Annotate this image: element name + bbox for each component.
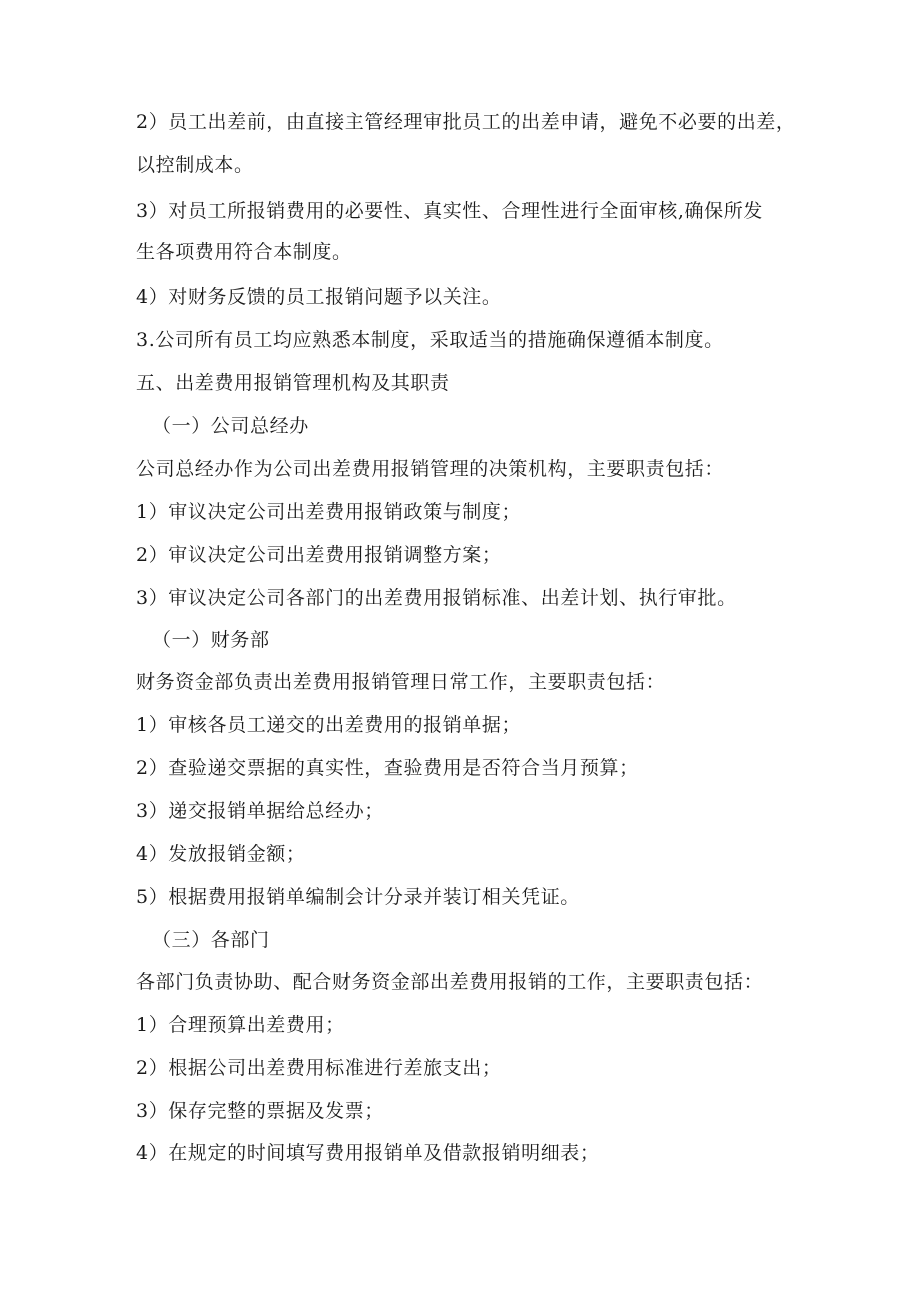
list-item: 1）审核各员工递交的出差费用的报销单据； [136,714,522,736]
text-line: 财务资金部负责出差费用报销管理日常工作，主要职责包括： [136,671,666,693]
text-line: 生各项费用符合本制度。 [136,241,352,263]
list-item: 1）审议决定公司出差费用报销政策与制度； [136,501,522,523]
text-line: 以控制成本。 [136,154,254,176]
text-line: 公司总经办作为公司出差费用报销管理的决策机构，主要职责包括： [136,458,725,480]
subsection-heading: （三）各部门 [152,929,270,951]
list-item: 3）保存完整的票据及发票； [136,1100,384,1122]
text-line: 3）对员工所报销费用的必要性、真实性、合理性进行全面审核,确保所发 [136,200,763,222]
list-item: 3）审议决定公司各部门的出差费用报销标准、出差计划、执行审批。 [136,587,737,609]
list-item: 4）发放报销金额； [136,843,306,865]
list-item: 2）审议决定公司出差费用报销调整方案； [136,544,502,566]
list-item: 5）根据费用报销单编制会计分录并装订相关凭证。 [136,886,580,908]
section-heading: 五、出差费用报销管理机构及其职责 [136,372,450,394]
subsection-heading: （一）公司总经办 [152,415,309,437]
text-line: 各部门负责协助、配合财务资金部出差费用报销的工作，主要职责包括： [136,971,764,993]
text-line: 2）员工出差前，由直接主管经理审批员工的出差申请，避免不必要的出差， [136,111,796,133]
text-line: 4）对财务反馈的员工报销问题予以关注。 [136,286,502,308]
list-item: 1）合理预算出差费用； [136,1014,345,1036]
list-item: 2）查验递交票据的真实性，查验费用是否符合当月预算； [136,757,639,779]
list-item: 4）在规定的时间填写费用报销单及借款报销明细表； [136,1142,600,1164]
list-item: 3）递交报销单据给总经办； [136,800,384,822]
text-line: 3.公司所有员工均应熟悉本制度，采取适当的措施确保遵循本制度。 [136,329,724,351]
list-item: 2）根据公司出差费用标准进行差旅支出； [136,1057,502,1079]
subsection-heading: （一）财务部 [152,629,270,651]
